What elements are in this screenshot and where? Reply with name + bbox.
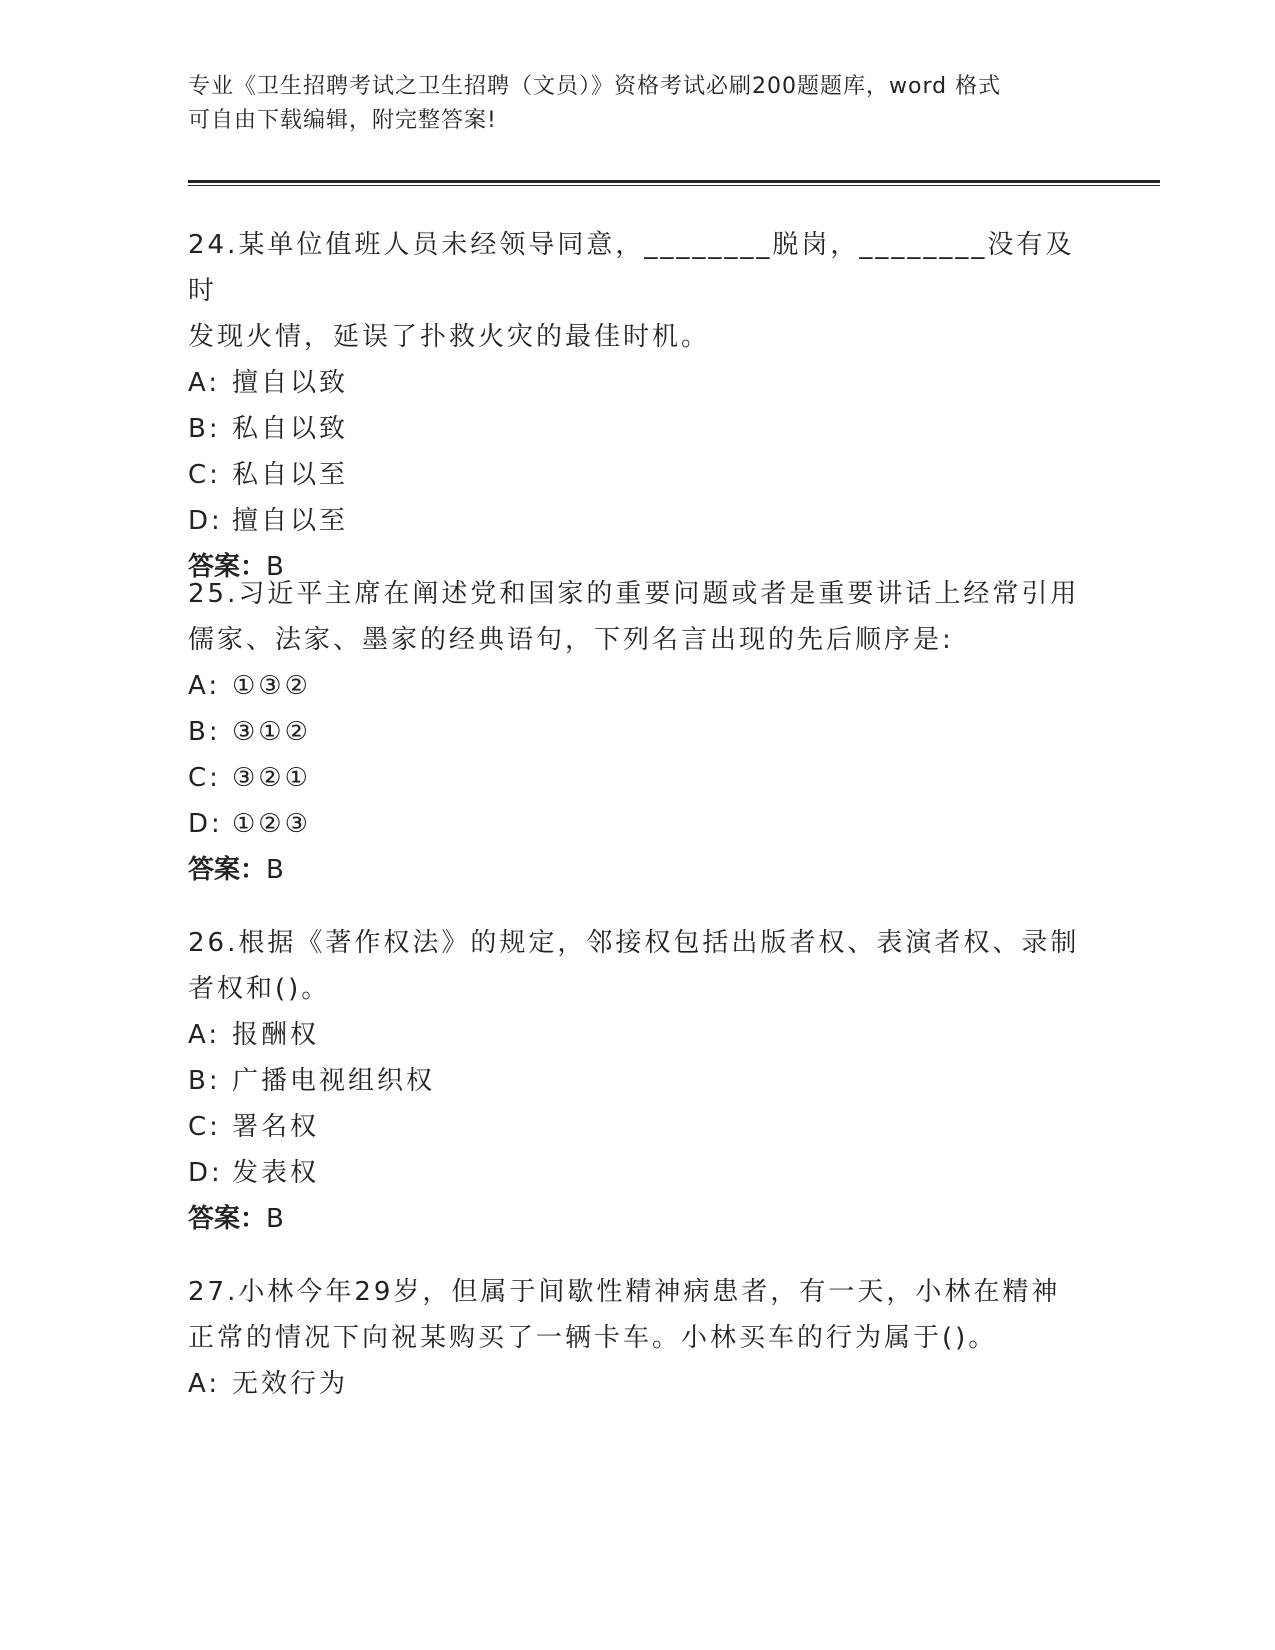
- option-a: [188, 1012, 1088, 1058]
- option-b: [188, 709, 1088, 755]
- option-c: [188, 755, 1088, 801]
- answer-line: [188, 847, 1088, 893]
- question-stem-line: 24.某单位值班人员未经领导同意，________脱岗，________没有及时: [188, 230, 1075, 306]
- option-letter: B:: [188, 717, 221, 747]
- option-text: ③①②: [232, 717, 311, 747]
- option-d: [188, 801, 1088, 847]
- question-stem-line: 正常的情况下向祝某购买了一辆卡车。小林买车的行为属于()。: [188, 1323, 998, 1353]
- answer-label: 答案：: [188, 855, 267, 885]
- option-text: 擅自以致: [232, 368, 349, 398]
- option-text: 发表权: [232, 1158, 320, 1188]
- option-a: [188, 1361, 1088, 1407]
- option-c: [188, 1104, 1088, 1150]
- header-divider-thick: [188, 180, 1160, 183]
- option-letter: B:: [188, 414, 221, 444]
- question-26: [188, 920, 1088, 1242]
- option-letter: D:: [188, 809, 223, 839]
- option-b: [188, 1058, 1088, 1104]
- option-text: 广播电视组织权: [232, 1066, 436, 1096]
- option-letter: C:: [188, 763, 221, 793]
- option-text: 私自以至: [232, 460, 349, 490]
- option-a: [188, 663, 1088, 709]
- option-b: [188, 406, 1088, 452]
- header-line-2: 可自由下载编辑，附完整答案!: [188, 108, 497, 133]
- answer-value: B: [266, 552, 284, 582]
- option-a: [188, 360, 1088, 406]
- option-letter: D:: [188, 1158, 223, 1188]
- answer-line: [188, 1196, 1088, 1242]
- answer-label: 答案：: [188, 552, 267, 582]
- option-text: 私自以致: [232, 414, 349, 444]
- option-text: 署名权: [232, 1112, 320, 1142]
- option-letter: C:: [188, 460, 221, 490]
- option-c: [188, 452, 1088, 498]
- option-text: 擅自以至: [232, 506, 349, 536]
- option-text: 无效行为: [232, 1369, 349, 1399]
- option-letter: A:: [188, 368, 221, 398]
- question-stem-line: 者权和()。: [188, 974, 331, 1004]
- option-letter: C:: [188, 1112, 221, 1142]
- answer-value: B: [266, 855, 284, 885]
- answer-label: 答案：: [188, 1204, 267, 1234]
- option-text: ③②①: [232, 763, 311, 793]
- header-divider-thin: [188, 185, 1160, 186]
- header-line-1: 专业《卫生招聘考试之卫生招聘（文员）》资格考试必刷200题题库，word 格式: [188, 74, 1002, 99]
- option-letter: A:: [188, 671, 221, 701]
- question-24: [188, 222, 1088, 590]
- question-stem-line: 儒家、法家、墨家的经典语句，下列名言出现的先后顺序是:: [188, 625, 954, 655]
- option-letter: A:: [188, 1020, 221, 1050]
- question-stem-line: 25.习近平主席在阐述党和国家的重要问题或者是重要讲话上经常引用: [188, 579, 1080, 609]
- document-header: [188, 70, 1088, 138]
- question-stem-line: 27.小林今年29岁，但属于间歇性精神病患者，有一天，小林在精神: [188, 1277, 1061, 1307]
- option-text: 报酬权: [232, 1020, 320, 1050]
- option-letter: A:: [188, 1369, 221, 1399]
- question-25: [188, 571, 1088, 893]
- question-stem-line: 发现火情，延误了扑救火灾的最佳时机。: [188, 322, 711, 352]
- option-d: [188, 1150, 1088, 1196]
- option-letter: D:: [188, 506, 223, 536]
- answer-value: B: [266, 1204, 284, 1234]
- option-text: ①②③: [232, 809, 311, 839]
- option-text: ①③②: [232, 671, 311, 701]
- question-27: [188, 1269, 1088, 1407]
- option-d: [188, 498, 1088, 544]
- question-stem-line: 26.根据《著作权法》的规定，邻接权包括出版者权、表演者权、录制: [188, 928, 1080, 958]
- option-letter: B:: [188, 1066, 221, 1096]
